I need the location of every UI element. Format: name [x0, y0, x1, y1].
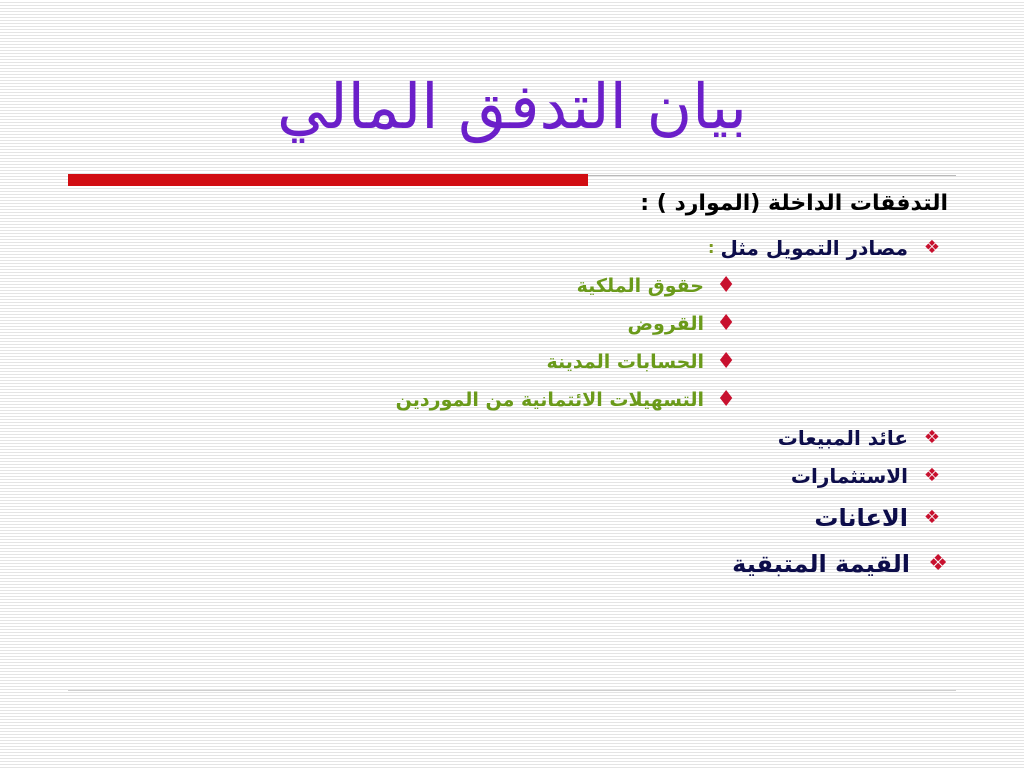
list-item	[68, 420, 948, 456]
four-diamond-icon: ❖	[923, 507, 940, 528]
sub-bullet-text: التسهيلات الائتمانية من الموردين	[395, 389, 704, 411]
list-item	[68, 458, 948, 494]
slide-content	[68, 186, 948, 584]
sub-bullet-text: القروض	[627, 313, 704, 335]
sub-bullet-text: حقوق الملكية	[576, 275, 704, 297]
four-diamond-icon: ❖	[923, 427, 940, 448]
bullet-suffix: :	[708, 238, 715, 257]
list-item	[68, 268, 948, 304]
title-underline-red	[68, 174, 588, 186]
four-diamond-icon: ❖	[923, 465, 940, 486]
diamond-icon: ♦	[716, 273, 736, 298]
footer-rule	[68, 690, 956, 691]
slide-title: بيان التدفق المالي	[277, 70, 747, 143]
four-diamond-icon: ❖	[928, 551, 948, 576]
list-item	[68, 500, 948, 536]
bullet-text: الاعانات	[814, 504, 908, 532]
bullet-text: القيمة المتبقية	[732, 550, 910, 578]
list-item	[68, 546, 948, 582]
four-diamond-icon: ❖	[923, 237, 940, 258]
bullet-text: عائد المبيعات	[777, 426, 908, 450]
diamond-icon: ♦	[716, 349, 736, 374]
diamond-icon: ♦	[716, 311, 736, 336]
list-item	[68, 230, 948, 266]
list-item	[68, 306, 948, 342]
title-underline-gray	[588, 175, 956, 176]
bullet-text: مصادر التمويل مثل	[720, 236, 908, 260]
sub-bullet-text: الحسابات المدينة	[546, 351, 704, 373]
bullet-text: الاستثمارات	[790, 464, 908, 488]
list-item	[68, 382, 948, 418]
diamond-icon: ♦	[716, 387, 736, 412]
list-item	[68, 344, 948, 380]
section-heading: التدفقات الداخلة (الموارد ) :	[640, 191, 948, 216]
